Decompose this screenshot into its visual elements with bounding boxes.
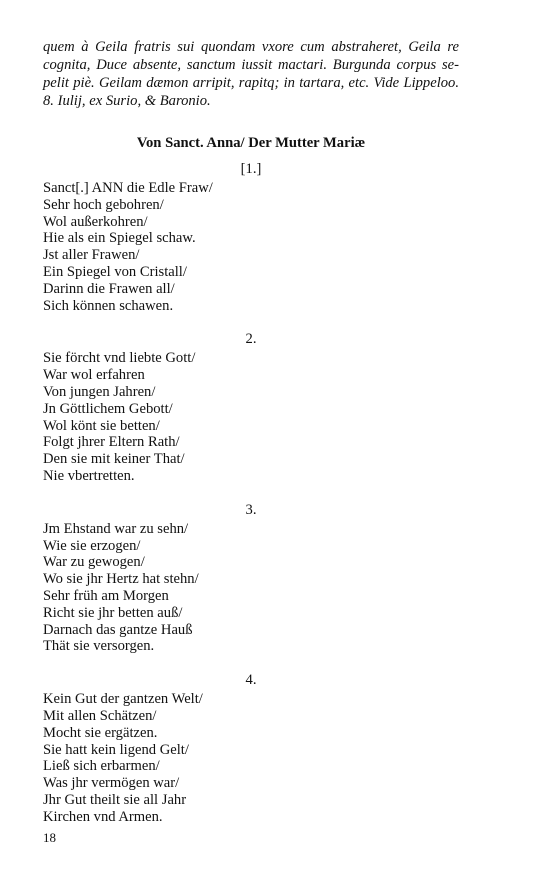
verse-line: Jm Ehstand war zu sehn/	[43, 520, 189, 537]
verse-line: Jhr Gut theilt sie all Jahr	[43, 791, 187, 808]
stanza-1	[43, 160, 459, 314]
verse-line: War zu gewogen/	[43, 554, 145, 571]
verse-line: Was jhr vermögen war/	[43, 775, 180, 792]
verse-line: Sehr früh am Morgen	[43, 587, 169, 604]
verse-line: Sanct[.] ANN die Edle Fraw/	[43, 180, 213, 196]
verse-line: Den sie mit keiner That/	[43, 451, 185, 468]
verse-line: Kirchen vnd Armen.	[43, 808, 163, 825]
stanza-2	[43, 330, 459, 484]
verse-line: Sie hatt kein ligend Gelt/	[43, 741, 189, 758]
verse-line: Thät sie versorgen.	[43, 638, 155, 655]
verse-line: Wol außerkohren/	[43, 213, 148, 230]
verse-line: Mocht sie ergätzen.	[43, 724, 158, 741]
page-number: 18	[43, 830, 56, 845]
stanza-4	[43, 671, 459, 825]
intro-paragraph	[43, 38, 459, 110]
verse-line: Hie als ein Spiegel schaw.	[43, 230, 196, 247]
verse-line: Wol könt sie betten/	[43, 417, 160, 434]
verse-line: Sehr hoch gebohren/	[43, 196, 164, 213]
verse-line: Jst aller Frawen/	[43, 247, 140, 264]
verse-line: Nie vbertretten.	[43, 467, 135, 484]
verse-line: Folgt jhrer Eltern Rath/	[43, 434, 180, 451]
stanza-3	[43, 501, 459, 655]
stanza-number: [1.]	[240, 161, 262, 177]
verse-line: Richt sie jhr betten auß/	[43, 604, 183, 621]
verse-line: Von jungen Jahren/	[43, 383, 156, 400]
verse-line: Sie förcht vnd liebte Gott/	[43, 350, 196, 367]
verse-line: Ließ sich erbarmen/	[43, 758, 160, 775]
verse-line: Jn Göttlichem Gebott/	[43, 400, 173, 417]
verse-line: Ein Spiegel von Cristall/	[43, 263, 187, 280]
verse-line: Wie sie erzogen/	[43, 537, 141, 554]
stanza-number: 4.	[245, 672, 257, 689]
stanza-number: 2.	[245, 331, 257, 348]
intro-line: pelit piè. Geilam dæmon arripit, rapitq; in tartara, etc. Vide Lippeloo.	[43, 75, 459, 91]
verse-line: Darnach das gantze Hauß	[43, 621, 193, 638]
intro-line: quem à Geila fratris sui quondam vxore cum abstraheret, Geila re	[43, 39, 459, 55]
verse-line: Sich können schawen.	[43, 297, 174, 314]
verse-line: Kein Gut der gantzen Welt/	[43, 691, 203, 708]
song-heading: Von Sanct. Anna/ Der Mutter Mariæ	[136, 135, 366, 151]
verse-line: Mit allen Schätzen/	[43, 707, 157, 724]
stanza-number: 3.	[245, 501, 257, 518]
verse-line: Wo sie jhr Hertz hat stehn/	[43, 571, 199, 588]
verse-line: War wol erfahren	[43, 367, 145, 384]
intro-line: 8. Iulij, ex Surio, & Baronio.	[43, 93, 211, 109]
intro-line: cognita, Duce absente, sanctum iussit mactari. Burgunda corpus se-	[43, 57, 459, 73]
verse-line: Darinn die Frawen all/	[43, 280, 175, 297]
page-body	[43, 38, 459, 826]
